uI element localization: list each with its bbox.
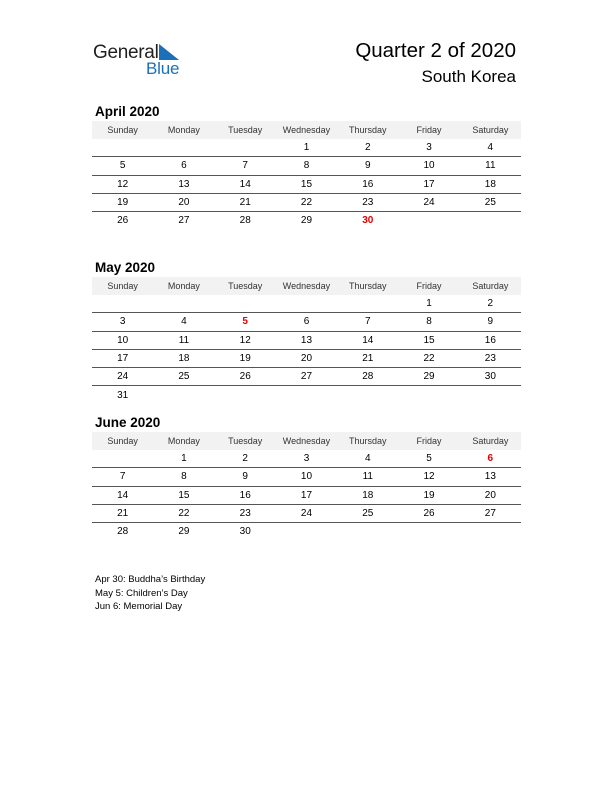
week-row xyxy=(92,313,521,331)
day-cell: 4 xyxy=(364,453,371,465)
day-cell: 23 xyxy=(239,508,251,520)
day-cell: 1 xyxy=(426,298,432,310)
day-cell: 3 xyxy=(303,453,310,465)
day-cell: 22 xyxy=(300,197,313,209)
week-row xyxy=(92,386,521,403)
weekday-label: Monday xyxy=(167,125,200,135)
day-cell: 25 xyxy=(178,371,190,383)
week-row xyxy=(92,176,521,194)
day-cell: 28 xyxy=(117,526,129,538)
day-cell: 6 xyxy=(487,453,494,465)
day-cell: 9 xyxy=(364,160,371,172)
day-cell: 19 xyxy=(423,489,435,501)
day-cell: 25 xyxy=(362,508,374,520)
day-cell: 7 xyxy=(364,316,371,328)
page-title: Quarter 2 of 2020 xyxy=(355,39,516,62)
holiday-note: May 5: Children’s Day xyxy=(95,587,188,599)
day-cell: 27 xyxy=(178,215,190,227)
weekday-label: Friday xyxy=(416,436,442,446)
day-cell: 16 xyxy=(362,178,374,190)
week-row xyxy=(92,212,521,229)
day-cell: 3 xyxy=(119,316,126,328)
week-row xyxy=(92,368,521,386)
day-cell: 30 xyxy=(484,371,496,383)
day-cell: 23 xyxy=(484,353,496,365)
day-cell: 24 xyxy=(117,371,129,383)
weekday-header xyxy=(92,121,521,139)
day-cell: 20 xyxy=(484,489,496,501)
month-weeks xyxy=(92,450,521,540)
week-row xyxy=(92,139,521,157)
day-cell: 8 xyxy=(181,471,187,483)
week-row xyxy=(92,332,521,350)
day-cell: 9 xyxy=(242,471,248,483)
holiday-notes xyxy=(95,573,205,614)
day-cell: 24 xyxy=(423,197,435,209)
day-cell: 6 xyxy=(181,160,187,172)
day-cell: 5 xyxy=(242,316,248,328)
weekday-label: Wednesday xyxy=(282,125,331,135)
brand-logo xyxy=(93,40,193,80)
day-cell: 12 xyxy=(423,471,435,483)
day-cell: 19 xyxy=(239,353,251,365)
holiday-note: Jun 6: Memorial Day xyxy=(95,601,183,612)
week-row xyxy=(92,194,521,212)
weekday-label: Friday xyxy=(416,125,442,135)
day-cell: 2 xyxy=(364,142,371,154)
day-cell: 5 xyxy=(426,453,432,465)
day-cell: 7 xyxy=(119,471,126,483)
week-row xyxy=(92,468,521,486)
month-calendar-june xyxy=(92,413,521,540)
day-cell: 31 xyxy=(117,389,129,401)
month-calendar-may xyxy=(92,258,521,404)
logo-blue-text: Blue xyxy=(146,59,180,78)
day-cell: 6 xyxy=(303,316,310,328)
day-cell: 16 xyxy=(484,334,496,346)
weekday-label: Tuesday xyxy=(228,436,263,446)
day-cell: 12 xyxy=(117,178,129,190)
day-cell: 26 xyxy=(117,215,129,227)
weekday-label: Tuesday xyxy=(228,125,263,135)
weekday-header xyxy=(92,277,521,295)
weekday-label: Wednesday xyxy=(282,436,331,446)
month-calendar-april xyxy=(92,102,521,229)
month-title: June 2020 xyxy=(95,415,161,430)
day-cell: 11 xyxy=(485,160,496,172)
day-cell: 1 xyxy=(181,453,187,465)
week-row xyxy=(92,450,521,468)
day-cell: 2 xyxy=(487,298,494,310)
day-cell: 13 xyxy=(178,178,190,190)
day-cell: 20 xyxy=(300,353,313,365)
month-title: May 2020 xyxy=(95,260,156,275)
weekday-label: Monday xyxy=(167,436,200,446)
day-cell: 27 xyxy=(300,371,313,383)
month-weeks xyxy=(92,295,521,404)
day-cell: 25 xyxy=(484,197,496,209)
day-cell: 26 xyxy=(239,371,251,383)
day-cell: 21 xyxy=(362,353,374,365)
day-cell: 23 xyxy=(362,197,374,209)
day-cell: 22 xyxy=(178,508,190,520)
weekday-label: Thursday xyxy=(349,125,387,135)
weekday-label: Saturday xyxy=(472,436,509,446)
weekday-label: Wednesday xyxy=(282,281,331,291)
day-cell: 3 xyxy=(426,142,432,154)
day-cell: 29 xyxy=(178,526,190,538)
month-weeks xyxy=(92,139,521,229)
week-row xyxy=(92,505,521,523)
day-cell: 11 xyxy=(178,334,190,346)
day-cell: 18 xyxy=(362,489,374,501)
weekday-label: Saturday xyxy=(472,281,509,291)
day-cell: 14 xyxy=(362,334,374,346)
day-cell: 18 xyxy=(484,178,496,190)
weekday-label: Monday xyxy=(167,281,200,291)
weekday-label: Tuesday xyxy=(228,281,263,291)
week-row xyxy=(92,487,521,505)
holiday-note: Apr 30: Buddha’s Birthday xyxy=(95,574,206,585)
day-cell: 16 xyxy=(239,489,251,501)
day-cell: 30 xyxy=(362,215,374,227)
week-row xyxy=(92,157,521,175)
day-cell: 18 xyxy=(178,353,190,365)
logo-general-text: General xyxy=(93,42,159,63)
week-row xyxy=(92,350,521,368)
day-cell: 10 xyxy=(423,160,435,172)
day-cell: 10 xyxy=(117,334,129,346)
day-cell: 29 xyxy=(300,215,313,227)
weekday-label: Saturday xyxy=(472,125,509,135)
day-cell: 8 xyxy=(426,316,432,328)
weekday-label: Thursday xyxy=(349,281,387,291)
day-cell: 17 xyxy=(117,353,129,365)
weekday-label: Thursday xyxy=(349,436,387,446)
weekday-label: Sunday xyxy=(107,281,138,291)
day-cell: 17 xyxy=(300,489,313,501)
day-cell: 15 xyxy=(178,489,190,501)
weekday-label: Sunday xyxy=(107,436,138,446)
week-row xyxy=(92,295,521,313)
day-cell: 4 xyxy=(181,316,187,328)
weekday-header xyxy=(92,432,521,450)
day-cell: 13 xyxy=(300,334,313,346)
day-cell: 21 xyxy=(239,197,251,209)
weekday-label: Friday xyxy=(416,281,442,291)
day-cell: 26 xyxy=(423,508,435,520)
day-cell: 28 xyxy=(362,371,374,383)
day-cell: 15 xyxy=(300,178,313,190)
day-cell: 10 xyxy=(300,471,313,483)
day-cell: 11 xyxy=(362,471,373,483)
day-cell: 13 xyxy=(484,471,496,483)
day-cell: 1 xyxy=(303,142,310,154)
day-cell: 24 xyxy=(300,508,313,520)
day-cell: 20 xyxy=(178,197,190,209)
day-cell: 14 xyxy=(239,178,251,190)
day-cell: 4 xyxy=(487,142,494,154)
day-cell: 29 xyxy=(423,371,435,383)
day-cell: 8 xyxy=(303,160,310,172)
day-cell: 30 xyxy=(239,526,251,538)
day-cell: 19 xyxy=(117,197,129,209)
weekday-label: Sunday xyxy=(107,125,138,135)
day-cell: 21 xyxy=(117,508,129,520)
day-cell: 15 xyxy=(423,334,435,346)
day-cell: 2 xyxy=(242,453,248,465)
logo-triangle-icon xyxy=(159,44,179,60)
day-cell: 14 xyxy=(117,489,129,501)
day-cell: 5 xyxy=(119,160,126,172)
country-name: South Korea xyxy=(421,67,516,86)
month-title: April 2020 xyxy=(95,104,160,119)
day-cell: 22 xyxy=(423,353,435,365)
day-cell: 28 xyxy=(239,215,251,227)
day-cell: 9 xyxy=(487,316,494,328)
day-cell: 27 xyxy=(484,508,496,520)
week-row xyxy=(92,523,521,540)
day-cell: 17 xyxy=(423,178,435,190)
day-cell: 12 xyxy=(239,334,251,346)
day-cell: 7 xyxy=(242,160,248,172)
